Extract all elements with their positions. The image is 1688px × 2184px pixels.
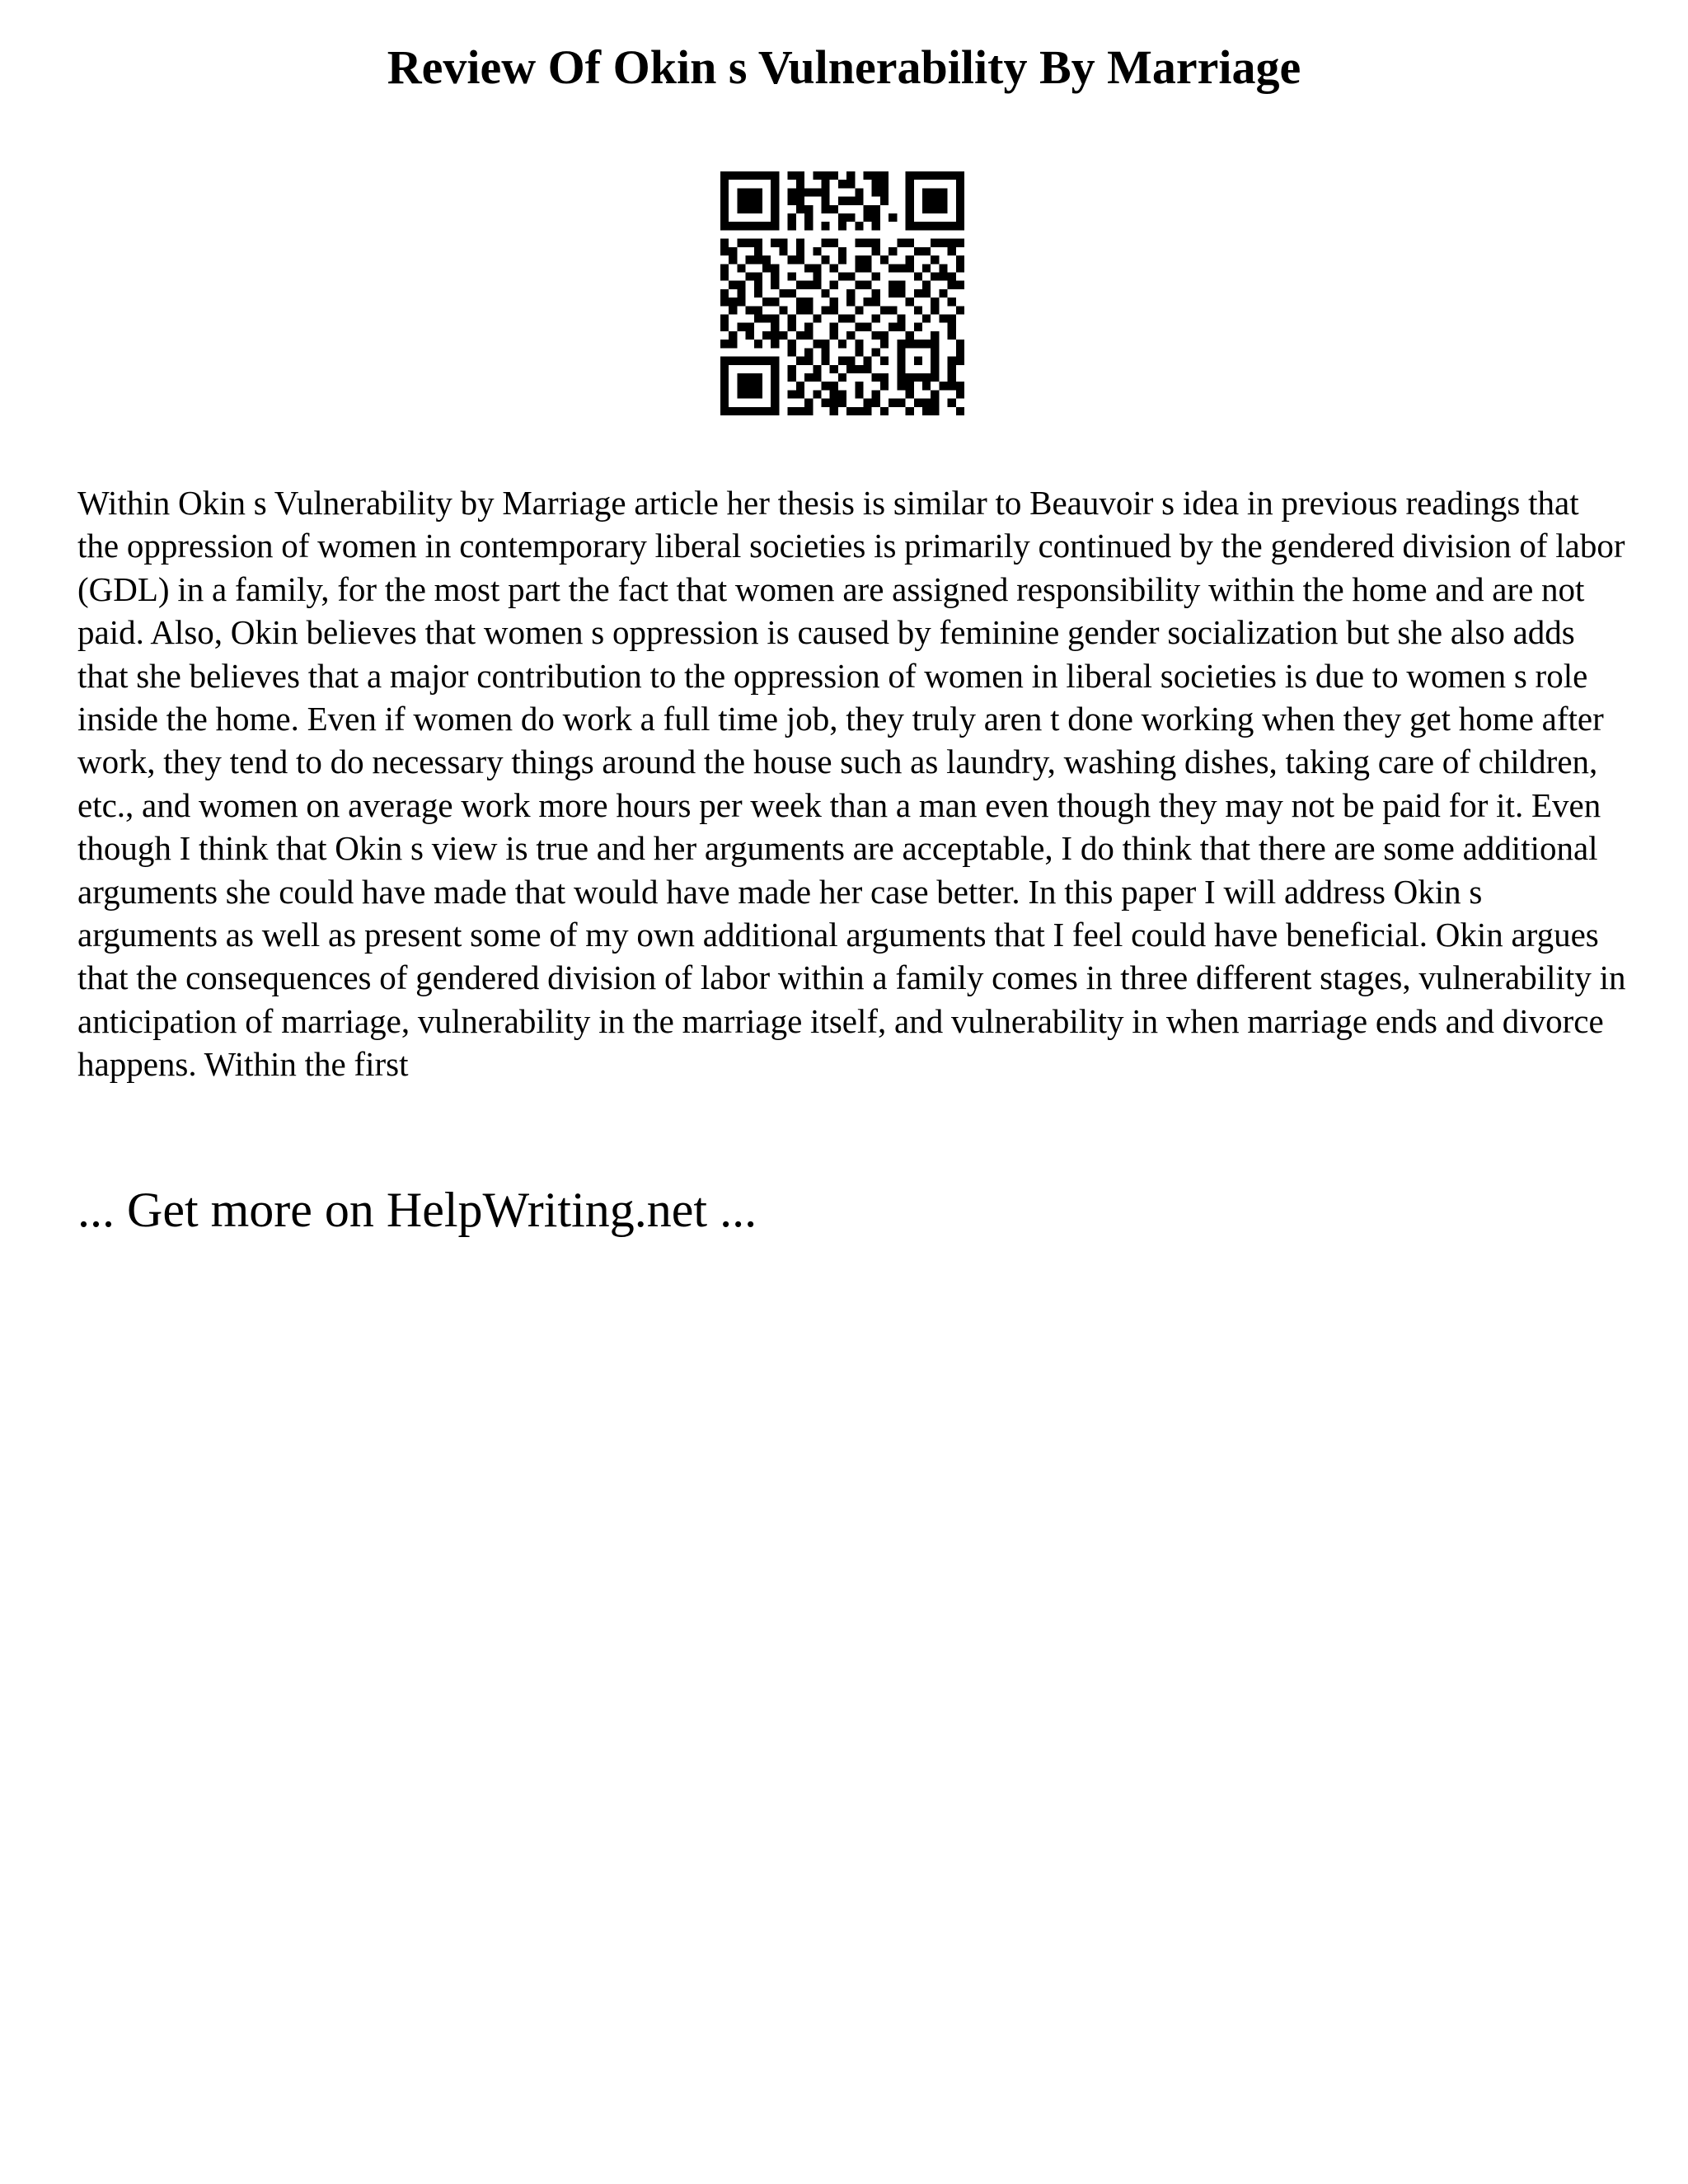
page-title: Review Of Okin s Vulnerability By Marriage — [387, 40, 1301, 94]
qr-code-icon — [720, 171, 964, 415]
get-more-link[interactable]: ... Get more on HelpWriting.net ... — [77, 1183, 757, 1237]
article-body: Within Okin s Vulnerability by Marriage article her thesis is similar to Beauvoir s idea in previous readings that the oppression of women in contemporary liberal societies is primarily continued by the gendered division of labor (GDL) in a family, for the most part the fact that women are assigned responsibility within the home and are not paid. Also, Okin believes that women s oppression is caused by feminine gender socialization but she also adds that she believes that a major contribution to the oppression of women in liberal societies is due to women s role inside the home. Even if women do work a full time job, they truly aren t done working when they get home after work, they tend to do necessary things around the house such as laundry, washing dishes, taking care of children, etc., and women on average work more hours per week than a man even though they may not be paid for it. Even though I think that Okin s view is true and her arguments are acceptable, I do think that there are some additional arguments she could have made that would have made her case better. In this paper I will address Okin s arguments as well as present some of my own additional arguments that I feel could have beneficial. Okin argues that the consequences of gendered division of labor within a family comes in three different stages, vulnerability in anticipation of marriage, vulnerability in the marriage itself, and vulnerability in when marriage ends and divorce happens. Within the first — [77, 484, 1626, 1084]
